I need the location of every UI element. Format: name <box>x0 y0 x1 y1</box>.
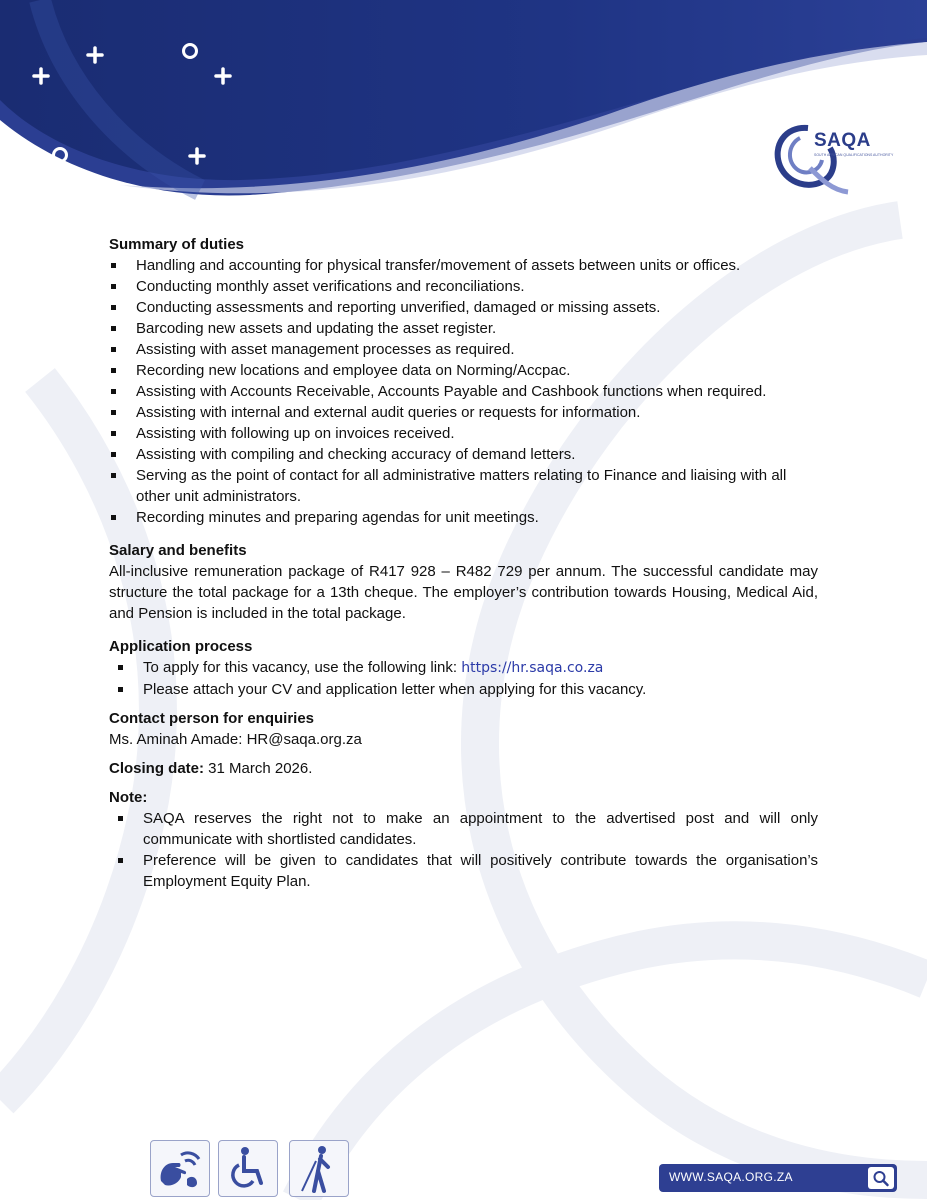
list-item: Assisting with Accounts Receivable, Accounts Payable and Cashbook functions when required. <box>109 381 818 402</box>
closing-label: Closing date: <box>109 760 205 777</box>
wheelchair-icon <box>218 1140 278 1197</box>
closing-value: 31 March 2026. <box>204 760 313 777</box>
vacancy-content <box>109 234 818 892</box>
sign-language-icon <box>150 1140 210 1197</box>
list-item: Recording minutes and preparing agendas for unit meetings. <box>109 507 818 528</box>
list-item <box>109 657 818 679</box>
list-item: Please attach your CV and application letter when applying for this vacancy. <box>109 679 818 700</box>
salary-text: All-inclusive remuneration package of R417 928 – R482 729 per annum. The successful candidate may structure the total package for a 13th cheque. The employer’s contribution towards Housing, Medical Aid, and Pension is included in the total package. <box>109 563 818 622</box>
apply-text: To apply for this vacancy, use the following link: <box>143 659 462 676</box>
list-item: Conducting monthly asset verifications and reconciliations. <box>109 276 818 297</box>
list-item: Assisting with compiling and checking accuracy of demand letters. <box>109 444 818 465</box>
list-item: SAQA reserves the right not to make an appointment to the advertised post and will only communicate with shortlisted candidates. <box>109 808 818 850</box>
list-item: Preference will be given to candidates that will positively contribute towards the organisation’s Employment Equity Plan. <box>109 850 818 892</box>
application-heading: Application process <box>109 638 253 655</box>
application-link[interactable]: https://hr.saqa.co.za <box>461 660 604 676</box>
closing-date <box>109 758 818 779</box>
duties-heading: Summary of duties <box>109 236 245 253</box>
note-heading: Note: <box>109 789 148 806</box>
search-icon[interactable] <box>868 1167 894 1189</box>
list-item: Assisting with asset management processes as required. <box>109 339 818 360</box>
note-list <box>109 808 818 892</box>
logo-subtext: SOUTH AFRICAN QUALIFICATIONS AUTHORITY <box>814 153 894 157</box>
list-item: Barcoding new assets and updating the asset register. <box>109 318 818 339</box>
list-item: Recording new locations and employee data on Norming/Accpac. <box>109 360 818 381</box>
contact-heading: Contact person for enquiries <box>109 710 315 727</box>
list-item: Assisting with following up on invoices received. <box>109 423 818 444</box>
logo-text: SAQA <box>814 130 871 151</box>
application-list <box>109 657 818 700</box>
list-item: Assisting with internal and external audit queries or requests for information. <box>109 402 818 423</box>
website-url[interactable]: WWW.SAQA.ORG.ZA <box>669 1170 793 1184</box>
list-item: Conducting assessments and reporting unverified, damaged or missing assets. <box>109 297 818 318</box>
list-item: Serving as the point of contact for all administrative matters relating to Finance and liaising with all other unit administrators. <box>109 465 818 507</box>
salary-heading: Salary and benefits <box>109 542 247 559</box>
list-item: Handling and accounting for physical transfer/movement of assets between units or offices. <box>109 255 818 276</box>
contact-text[interactable]: Ms. Aminah Amade: HR@saqa.org.za <box>109 731 362 748</box>
blind-person-icon <box>289 1140 349 1197</box>
website-url-bar[interactable] <box>659 1164 897 1192</box>
duties-list <box>109 255 818 528</box>
